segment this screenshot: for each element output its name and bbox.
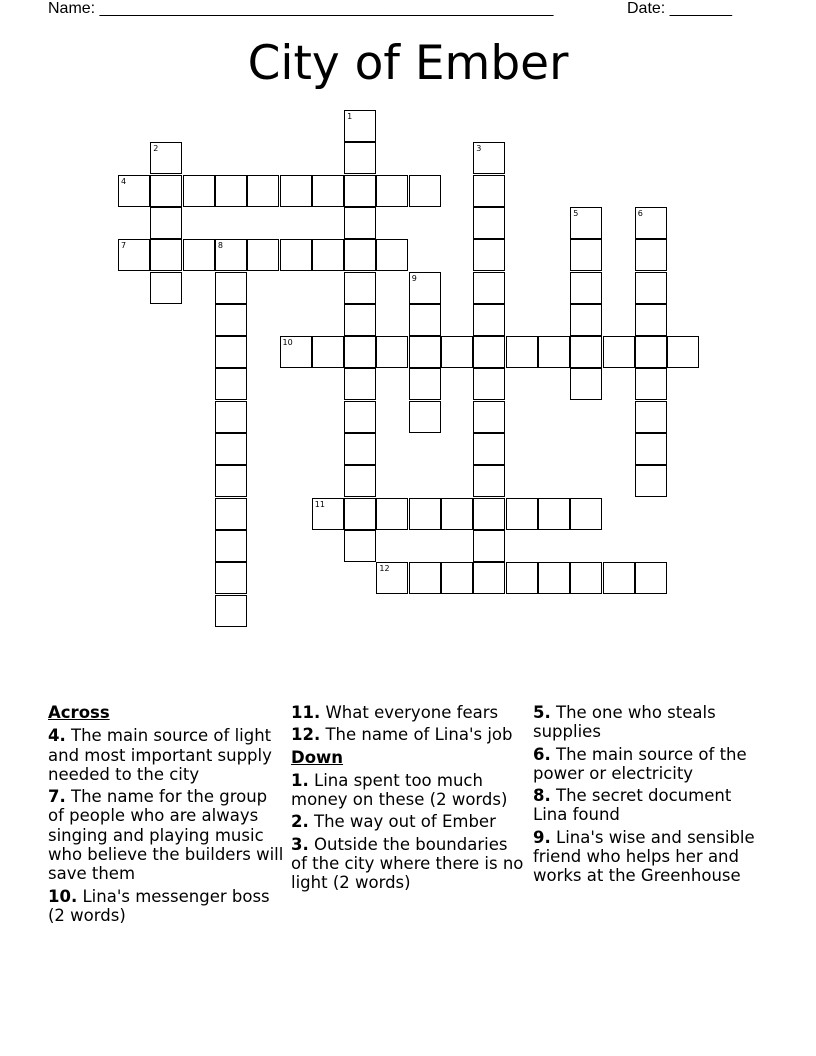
- clues-column-3: [533, 703, 768, 889]
- grid-cell[interactable]: [538, 562, 570, 594]
- grid-cell[interactable]: [473, 142, 505, 174]
- grid-cell[interactable]: [441, 498, 473, 530]
- clue-number-label: 3.: [291, 834, 309, 854]
- name-field[interactable]: [48, 0, 553, 18]
- grid-cell[interactable]: [603, 336, 635, 368]
- grid-cell[interactable]: [473, 368, 505, 400]
- date-label: Date: _______: [627, 0, 732, 17]
- clue-number-label: 6.: [533, 744, 551, 764]
- clue-number: 1: [347, 112, 353, 121]
- grid-cell[interactable]: [344, 239, 376, 271]
- grid-cell[interactable]: [215, 304, 247, 336]
- clue-text: The name of Lina's job: [320, 725, 513, 745]
- grid-cell[interactable]: [506, 498, 538, 530]
- grid-cell[interactable]: [473, 239, 505, 271]
- grid-cell[interactable]: [635, 562, 667, 594]
- grid-cell[interactable]: [376, 175, 408, 207]
- clue-text: The one who steals supplies: [533, 703, 716, 742]
- grid-cell[interactable]: [215, 465, 247, 497]
- clue-item: [291, 771, 526, 810]
- grid-cell[interactable]: [635, 401, 667, 433]
- grid-cell[interactable]: [635, 207, 667, 239]
- clue-number-label: 9.: [533, 827, 551, 847]
- grid-cell[interactable]: [312, 239, 344, 271]
- grid-cell[interactable]: [603, 562, 635, 594]
- grid-cell[interactable]: [280, 239, 312, 271]
- grid-cell[interactable]: [344, 530, 376, 562]
- grid-cell[interactable]: [473, 530, 505, 562]
- grid-cell[interactable]: [409, 498, 441, 530]
- grid-cell[interactable]: [506, 336, 538, 368]
- grid-cell[interactable]: [344, 272, 376, 304]
- clue-item: [533, 786, 768, 825]
- grid-cell[interactable]: [344, 433, 376, 465]
- grid-cell[interactable]: [183, 239, 215, 271]
- grid-cell[interactable]: [635, 272, 667, 304]
- grid-cell[interactable]: [635, 336, 667, 368]
- clue-number-label: 12.: [291, 725, 321, 745]
- grid-cell[interactable]: [409, 304, 441, 336]
- clue-number: 3: [476, 144, 482, 154]
- clue-item: [533, 828, 768, 886]
- clue-number: 4: [121, 176, 127, 186]
- grid-cell[interactable]: [215, 175, 247, 207]
- grid-cell[interactable]: [538, 336, 570, 368]
- grid-cell[interactable]: [150, 175, 182, 207]
- grid-cell[interactable]: [473, 304, 505, 336]
- grid-cell[interactable]: [473, 562, 505, 594]
- grid-cell[interactable]: [215, 401, 247, 433]
- grid-cell[interactable]: [506, 562, 538, 594]
- grid-cell[interactable]: [473, 498, 505, 530]
- clue-number-label: 1.: [291, 770, 309, 790]
- grid-cell[interactable]: [635, 304, 667, 336]
- grid-cell[interactable]: [280, 175, 312, 207]
- grid-cell[interactable]: [570, 368, 602, 400]
- clue-text: Lina's messenger boss (2 words): [48, 886, 270, 925]
- grid-cell[interactable]: [570, 304, 602, 336]
- grid-cell[interactable]: [473, 272, 505, 304]
- clue-number-label: 7.: [48, 787, 66, 807]
- clue-text: Lina spent too much money on these (2 words): [291, 770, 508, 810]
- clue-number: 8: [217, 241, 223, 251]
- across-clue-list-continued: [291, 703, 526, 745]
- clue-text: Lina's wise and sensible friend who helps her and works at the Greenhouse: [533, 827, 755, 886]
- clue-item: [533, 745, 768, 784]
- grid-cell[interactable]: [376, 336, 408, 368]
- clue-item: [533, 703, 768, 742]
- grid-cell[interactable]: [247, 239, 279, 271]
- clue-text: The secret document Lina found: [533, 786, 732, 825]
- clue-number-label: 8.: [533, 786, 551, 806]
- grid-cell[interactable]: [150, 207, 182, 239]
- clue-number-label: 5.: [533, 703, 551, 722]
- grid-cell[interactable]: [215, 498, 247, 530]
- clue-number: 2: [153, 144, 159, 154]
- down-heading: Down: [291, 747, 344, 767]
- grid-cell[interactable]: [473, 465, 505, 497]
- grid-cell[interactable]: [312, 336, 344, 368]
- across-clue-list: [48, 726, 288, 925]
- grid-cell[interactable]: [473, 207, 505, 239]
- clue-item: [291, 812, 526, 831]
- grid-cell[interactable]: [473, 433, 505, 465]
- clue-number-label: 4.: [48, 726, 66, 746]
- grid-cell[interactable]: [344, 498, 376, 530]
- grid-cell[interactable]: [215, 272, 247, 304]
- clue-item: [48, 887, 288, 926]
- grid-cell[interactable]: [344, 465, 376, 497]
- grid-cell[interactable]: [473, 336, 505, 368]
- grid-cell[interactable]: [118, 239, 150, 271]
- clue-text: Outside the boundaries of the city where there is no light (2 words): [291, 834, 524, 893]
- grid-cell[interactable]: [247, 175, 279, 207]
- grid-cell[interactable]: [635, 433, 667, 465]
- grid-cell[interactable]: [215, 595, 247, 627]
- grid-cell[interactable]: [409, 336, 441, 368]
- grid-cell[interactable]: [538, 498, 570, 530]
- clue-number: 6: [637, 208, 643, 218]
- grid-cell[interactable]: [344, 110, 376, 142]
- clue-item: [291, 703, 526, 722]
- down-clue-list: [291, 771, 526, 893]
- down-clue-list-continued: [533, 703, 768, 886]
- grid-cell[interactable]: [409, 562, 441, 594]
- clue-number: 12: [379, 564, 390, 574]
- grid-cell[interactable]: [635, 368, 667, 400]
- grid-cell[interactable]: [312, 498, 344, 530]
- clue-number: 5: [573, 208, 579, 218]
- grid-cell[interactable]: [215, 239, 247, 271]
- grid-cell[interactable]: [344, 142, 376, 174]
- grid-cell[interactable]: [376, 562, 408, 594]
- grid-cell[interactable]: [570, 272, 602, 304]
- clue-text: The name for the group of people who are always singing and playing music who believe the builders will save them: [48, 787, 284, 884]
- grid-cell[interactable]: [667, 336, 699, 368]
- clue-item: [48, 726, 288, 784]
- grid-cell[interactable]: [150, 239, 182, 271]
- grid-cell[interactable]: [150, 142, 182, 174]
- clue-number: 7: [121, 241, 127, 251]
- grid-cell[interactable]: [409, 368, 441, 400]
- grid-cell[interactable]: [570, 498, 602, 530]
- across-heading: Across: [48, 703, 110, 722]
- grid-cell[interactable]: [215, 336, 247, 368]
- clue-item: [291, 725, 526, 744]
- grid-cell[interactable]: [570, 207, 602, 239]
- grid-cell[interactable]: [441, 562, 473, 594]
- grid-cell[interactable]: [409, 401, 441, 433]
- clue-number: 9: [411, 273, 417, 283]
- grid-cell[interactable]: [215, 562, 247, 594]
- grid-cell[interactable]: [344, 336, 376, 368]
- grid-cell[interactable]: [312, 175, 344, 207]
- grid-cell[interactable]: [376, 498, 408, 530]
- clues-column-2: [291, 703, 526, 896]
- grid-cell[interactable]: [344, 401, 376, 433]
- grid-cell[interactable]: [570, 562, 602, 594]
- grid-cell[interactable]: [215, 433, 247, 465]
- grid-cell[interactable]: [570, 336, 602, 368]
- grid-cell[interactable]: [473, 401, 505, 433]
- page-title: City of Ember: [247, 36, 569, 91]
- grid-cell[interactable]: [150, 272, 182, 304]
- grid-cell[interactable]: [635, 239, 667, 271]
- clue-text: What everyone fears: [320, 703, 499, 722]
- grid-cell[interactable]: [376, 239, 408, 271]
- grid-cell[interactable]: [215, 530, 247, 562]
- grid-cell[interactable]: [183, 175, 215, 207]
- grid-cell[interactable]: [473, 175, 505, 207]
- grid-cell[interactable]: [570, 239, 602, 271]
- clue-number-label: 10.: [48, 886, 78, 906]
- clue-item: [48, 787, 288, 883]
- grid-cell[interactable]: [344, 304, 376, 336]
- grid-cell[interactable]: [280, 336, 312, 368]
- grid-cell[interactable]: [344, 368, 376, 400]
- grid-cell[interactable]: [409, 175, 441, 207]
- grid-cell[interactable]: [118, 175, 150, 207]
- grid-cell[interactable]: [409, 272, 441, 304]
- clue-text: The main source of light and most important supply needed to the city: [48, 726, 272, 784]
- grid-cell[interactable]: [635, 465, 667, 497]
- name-label: Name: ___________________________________________________: [48, 0, 554, 17]
- grid-cell[interactable]: [441, 336, 473, 368]
- clue-number: 11: [314, 499, 325, 509]
- grid-cell[interactable]: [344, 207, 376, 239]
- clue-number-label: 2.: [291, 812, 309, 832]
- clue-number-label: 11.: [291, 703, 321, 722]
- clue-number: 10: [282, 338, 293, 348]
- clue-text: The way out of Ember: [308, 812, 496, 832]
- clue-item: [291, 835, 526, 893]
- grid-cell[interactable]: [344, 175, 376, 207]
- date-field[interactable]: [627, 0, 732, 18]
- grid-cell[interactable]: [215, 368, 247, 400]
- clues-column-1: [48, 703, 288, 928]
- clue-text: The main source of the power or electricity: [533, 744, 747, 783]
